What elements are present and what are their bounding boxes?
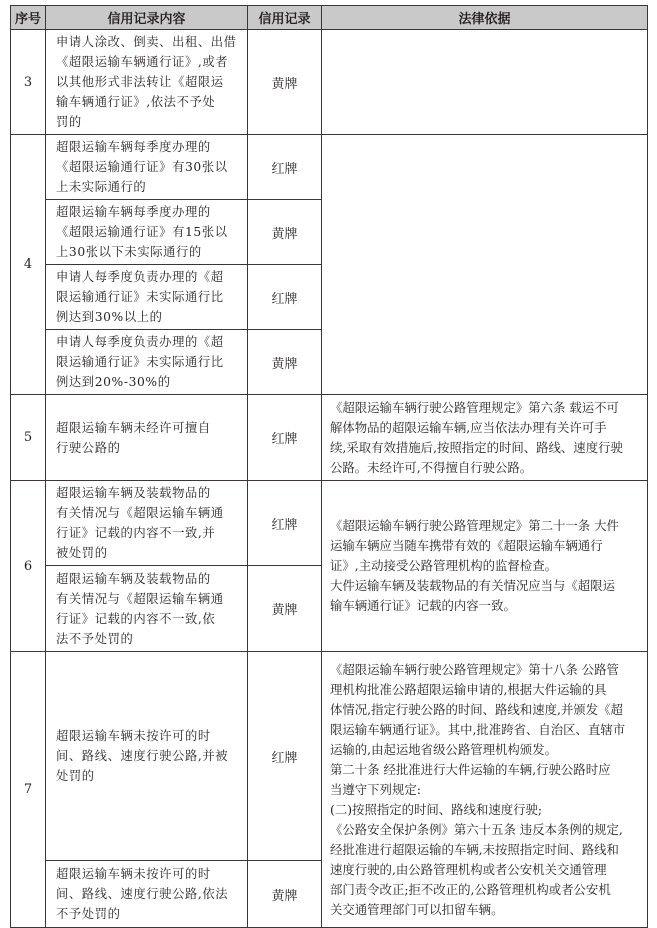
seq-cell: 6 <box>11 481 46 652</box>
credit-record-cell: 红牌 <box>248 135 322 200</box>
legal-basis-cell <box>322 30 648 135</box>
record-content-cell: 申请人涂改、倒卖、出租、出借 《超限运输车辆通行证》,或者 以其他形式非法转让《超限运 输车辆通行证》,依法不予处 罚的 <box>46 30 248 135</box>
record-content-cell: 超限运输车辆及装载物品的 有关情况与《超限运输车辆通 行证》记载的内容不一致,依 法不予处罚的 <box>46 566 248 652</box>
record-content-cell: 申请人每季度负责办理的《超 限运输通行证》未实际通行比 例达到30%以上的 <box>46 265 248 330</box>
seq-cell: 4 <box>11 135 46 395</box>
credit-record-cell: 黄牌 <box>248 200 322 265</box>
credit-record-table <box>10 5 648 928</box>
credit-record-cell: 黄牌 <box>248 861 322 928</box>
legal-basis-cell <box>322 135 648 395</box>
header-record: 信用记录 <box>248 6 322 30</box>
table-row <box>11 135 648 200</box>
seq-cell: 3 <box>11 30 46 135</box>
header-row <box>11 6 648 30</box>
table-row <box>11 652 648 861</box>
record-content-cell: 超限运输车辆未按许可的时 间、路线、速度行驶公路,依法 不予处罚的 <box>46 861 248 928</box>
table-row <box>11 481 648 566</box>
record-content-cell: 超限运输车辆每季度办理的 《超限运输通行证》有15张以 上30张以下未实际通行的 <box>46 200 248 265</box>
header-content: 信用记录内容 <box>46 6 248 30</box>
table-row <box>11 395 648 481</box>
seq-cell: 7 <box>11 652 46 928</box>
legal-basis-cell: 《超限运输车辆行驶公路管理规定》第十八条 公路管 理机构批准公路超限运输申请的,根据大件运输的具 体情况,指定行驶公路的时间、路线和速度,并颁发《超 限运输车辆通行证》。其中,批准跨省、自治区、直辖市 运输的,由起运地省级公路管理机构颁发。 第二十条 经批准进行大件运输的车辆,行驶公路时应 当遵守下列规定: (二)按照指定的时间、路线和速度行驶; 《公路安全保护条例》第六十五条 违反本条例的规定, 经批准进行超限运输的车辆,未按照指定时间、路线和 速度行驶的,由公路管理机构或者公安机关交通管理 部门责令改正;拒不改正的,公路管理机构或者公安机 关交通管理部门可以扣留车辆。 <box>322 652 648 928</box>
credit-record-cell: 黄牌 <box>248 566 322 652</box>
credit-record-cell: 红牌 <box>248 481 322 566</box>
credit-record-cell: 黄牌 <box>248 330 322 395</box>
table-body <box>11 30 648 928</box>
header-basis: 法律依据 <box>322 6 648 30</box>
record-content-cell: 超限运输车辆每季度办理的 《超限运输通行证》有30张以 上未实际通行的 <box>46 135 248 200</box>
credit-record-cell: 黄牌 <box>248 30 322 135</box>
record-content-cell: 超限运输车辆及装载物品的 有关情况与《超限运输车辆通 行证》记载的内容不一致,并 被处罚的 <box>46 481 248 566</box>
legal-basis-cell: 《超限运输车辆行驶公路管理规定》第二十一条 大件 运输车辆应当随车携带有效的《超限运输车辆通行 证》,主动接受公路管理机构的监督检查。 大件运输车辆及装载物品的有关情况应当与《超限运 输车辆通行证》记载的内容一致。 <box>322 481 648 652</box>
header-seq: 序号 <box>11 6 46 30</box>
record-content-cell: 超限运输车辆未经许可擅自 行驶公路的 <box>46 395 248 481</box>
table-row <box>11 30 648 135</box>
credit-record-cell: 红牌 <box>248 265 322 330</box>
legal-basis-cell: 《超限运输车辆行驶公路管理规定》第六条 载运不可 解体物品的超限运输车辆,应当依法办理有关许可手 续,采取有效措施后,按照指定的时间、路线、速度行驶 公路。未经许可,不得擅自行驶公路。 <box>322 395 648 481</box>
credit-record-cell: 红牌 <box>248 652 322 861</box>
record-content-cell: 超限运输车辆未按许可的时 间、路线、速度行驶公路,并被 处罚的 <box>46 652 248 861</box>
credit-record-cell: 红牌 <box>248 395 322 481</box>
seq-cell: 5 <box>11 395 46 481</box>
record-content-cell: 申请人每季度负责办理的《超 限运输通行证》未实际通行比 例达到20%-30%的 <box>46 330 248 395</box>
